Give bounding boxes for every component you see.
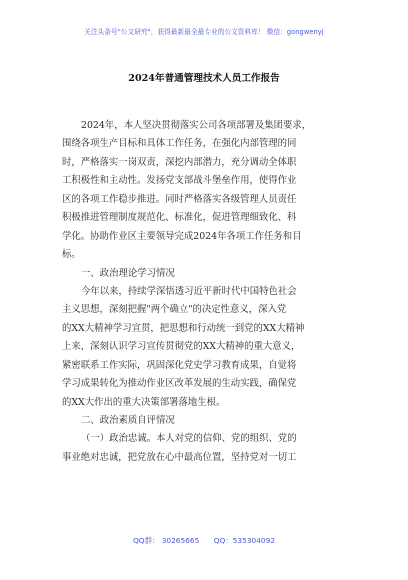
document-line: 学化。协助作业区主要领导完成2024年各项工作任务和目 [62,230,302,242]
document-line: 紧密联系工作实际，巩固深化党史学习教育成果，自觉将 [62,359,297,371]
footer-qq-number: QQ：535304092 [213,536,276,545]
document-line: 标。 [62,249,81,261]
document-line: 围绕各项生产目标和具体工作任务，在强化内部管理的同 [62,138,297,150]
document-line: 学习成果转化为推动作业区改革发展的生动实践，确保党 [62,378,297,390]
document-line: 事业绝对忠诚，把党放在心中最高位置，坚持党对一切工 [62,451,297,463]
footer-qq-group: QQ群： 30265665 [132,536,200,545]
document-line: 的XX大精神学习宣贯，把思想和行动统一到党的XX大精神 [62,322,305,334]
document-body [62,117,345,467]
document-line: 二、政治素质自评情况 [81,415,175,426]
document-line: 一、政治理论学习情况 [81,267,175,279]
document-line: （一）政治忠诚。本人对党的信仰、党的组织、党的 [81,433,297,445]
document-line: 2024年，本人坚决贯彻落实公司各项部署及集团要求， [81,120,312,131]
document-line: 今年以来，持续学深悟透习近平新时代中国特色社会 [81,285,297,297]
footer-contacts [0,535,408,546]
document-line: 区的各项工作稳步推进。同时严格落实各级管理人员责任 [62,193,297,205]
document-line: 工积极性和主动性。发扬党支部战斗堡垒作用，使得作业 [62,175,297,187]
document-line: 的XX大作出的重大决策部署落地生根。 [62,396,226,408]
document-line: 时，严格落实一岗双责，深挖内部潜力，充分调动全体职 [62,156,297,168]
document-line: 主义思想，深刻把握"两个确立"的决定性意义，深入党 [62,304,287,316]
document-title: 2024年普通管理技术人员工作报告 [128,73,280,84]
document-line: 积极推进管理制度规范化、标准化，促进管理细致化、科 [62,212,297,224]
header-banner: 关注头条号"公文研究"，获得最新最全最专业的公文资料库！ 微信：gongwenyj [84,28,324,36]
document-line: 上来，深刻认识学习宣传贯彻党的XX大精神的重大意义， [62,341,301,353]
